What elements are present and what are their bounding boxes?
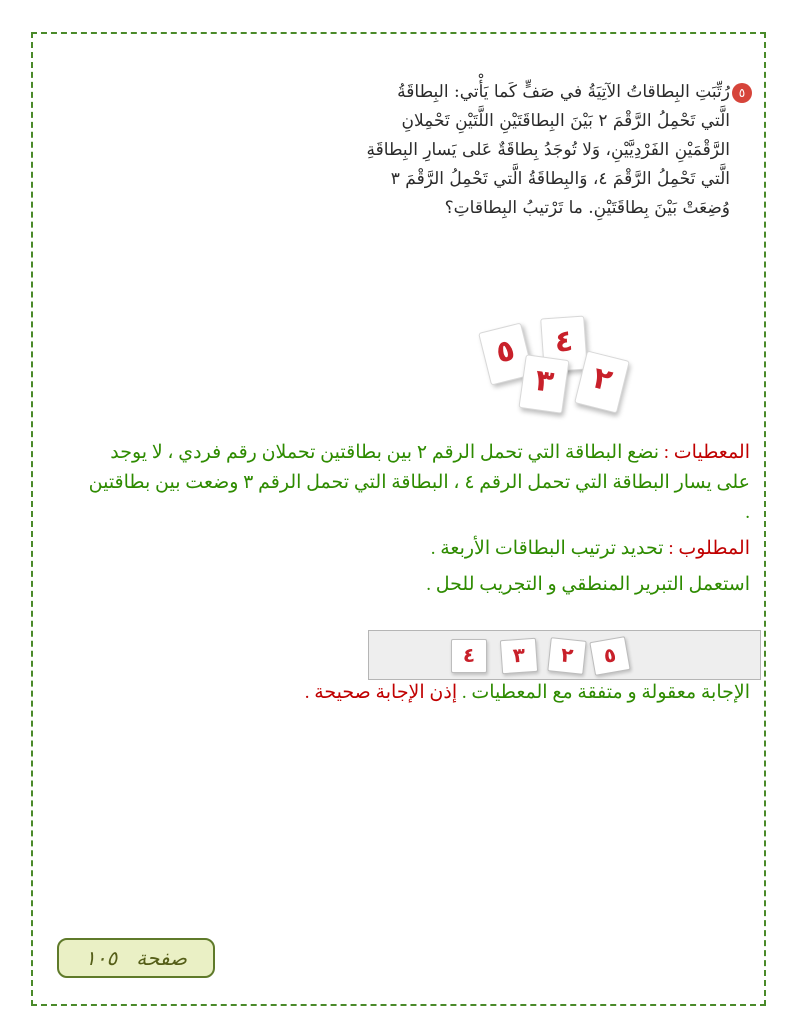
answer-cards-box (368, 630, 761, 680)
page-number-tag (57, 938, 215, 978)
required-line (30, 536, 750, 562)
required-text: تحديد ترتيب البطاقات الأربعة . (430, 538, 664, 559)
givens-label: المعطيات : (663, 442, 750, 463)
card-two: ٢ (574, 350, 630, 413)
check-text: الإجابة معقولة و متفقة مع المعطيات . (457, 682, 750, 703)
problem-line: الرَّقْمَيْنِ الفَرْدِيَّيْنِ، وَلا تُوجَدُ بِطاقَةٌ عَلى يَسارِ البِطاقَةِ (366, 140, 730, 160)
problem-number-badge: ٥ (732, 83, 752, 103)
answer-card-three: ٣ (500, 638, 538, 674)
card-four: ٤ (540, 316, 588, 373)
page-number: ١٠٥ (84, 946, 118, 970)
givens-line-3: . (745, 502, 750, 523)
answer-card-four: ٤ (451, 639, 487, 673)
conclusion-text: إذن الإجابة صحيحة . (304, 682, 458, 703)
problem-line: الَّتي تَحْمِلُ الرَّقْمَ ٤، وَالبِطاقَةُ الَّتي تَحْمِلُ الرَّقْمَ ٣ (390, 169, 730, 189)
required-label: المطلوب : (668, 538, 750, 559)
problem-line: رُتِّبَتِ البِطاقاتُ الآتِيَةُ في صَفٍّ كَما يَأْتي: البِطاقَةُ (397, 82, 730, 102)
problem-statement (300, 78, 746, 223)
givens-text: نضع البطاقة التي تحمل الرقم ٢ بين بطاقتين تحملان رقم فردي ، لا يوجد (110, 442, 659, 463)
givens-line-2: على يسار البطاقة التي تحمل الرقم ٤ ، البطاقة التي تحمل الرقم ٣ وضعت بين بطاقتين (88, 472, 750, 493)
page-label: صفحة (136, 946, 188, 970)
card-three: ٣ (518, 354, 569, 414)
problem-line: الَّتي تَحْمِلُ الرَّقْمَ ٢ بَيْنَ البِطاقَتَيْنِ اللَّتَيْنِ تَحْمِلانِ (401, 111, 730, 131)
answer-card-two: ٢ (547, 637, 586, 675)
problem-line: وُضِعَتْ بَيْنَ بِطاقَتَيْنِ. ما تَرْتيبُ البِطاقاتِ؟ (444, 198, 730, 218)
check-line (30, 680, 750, 706)
strategy-line: استعمل التبرير المنطقي و التجريب للحل . (426, 574, 750, 595)
card-five: ٥ (478, 322, 534, 385)
number-cards-illustration (470, 315, 650, 415)
givens-line-1 (30, 440, 750, 466)
answer-card-five: ٥ (589, 636, 630, 676)
